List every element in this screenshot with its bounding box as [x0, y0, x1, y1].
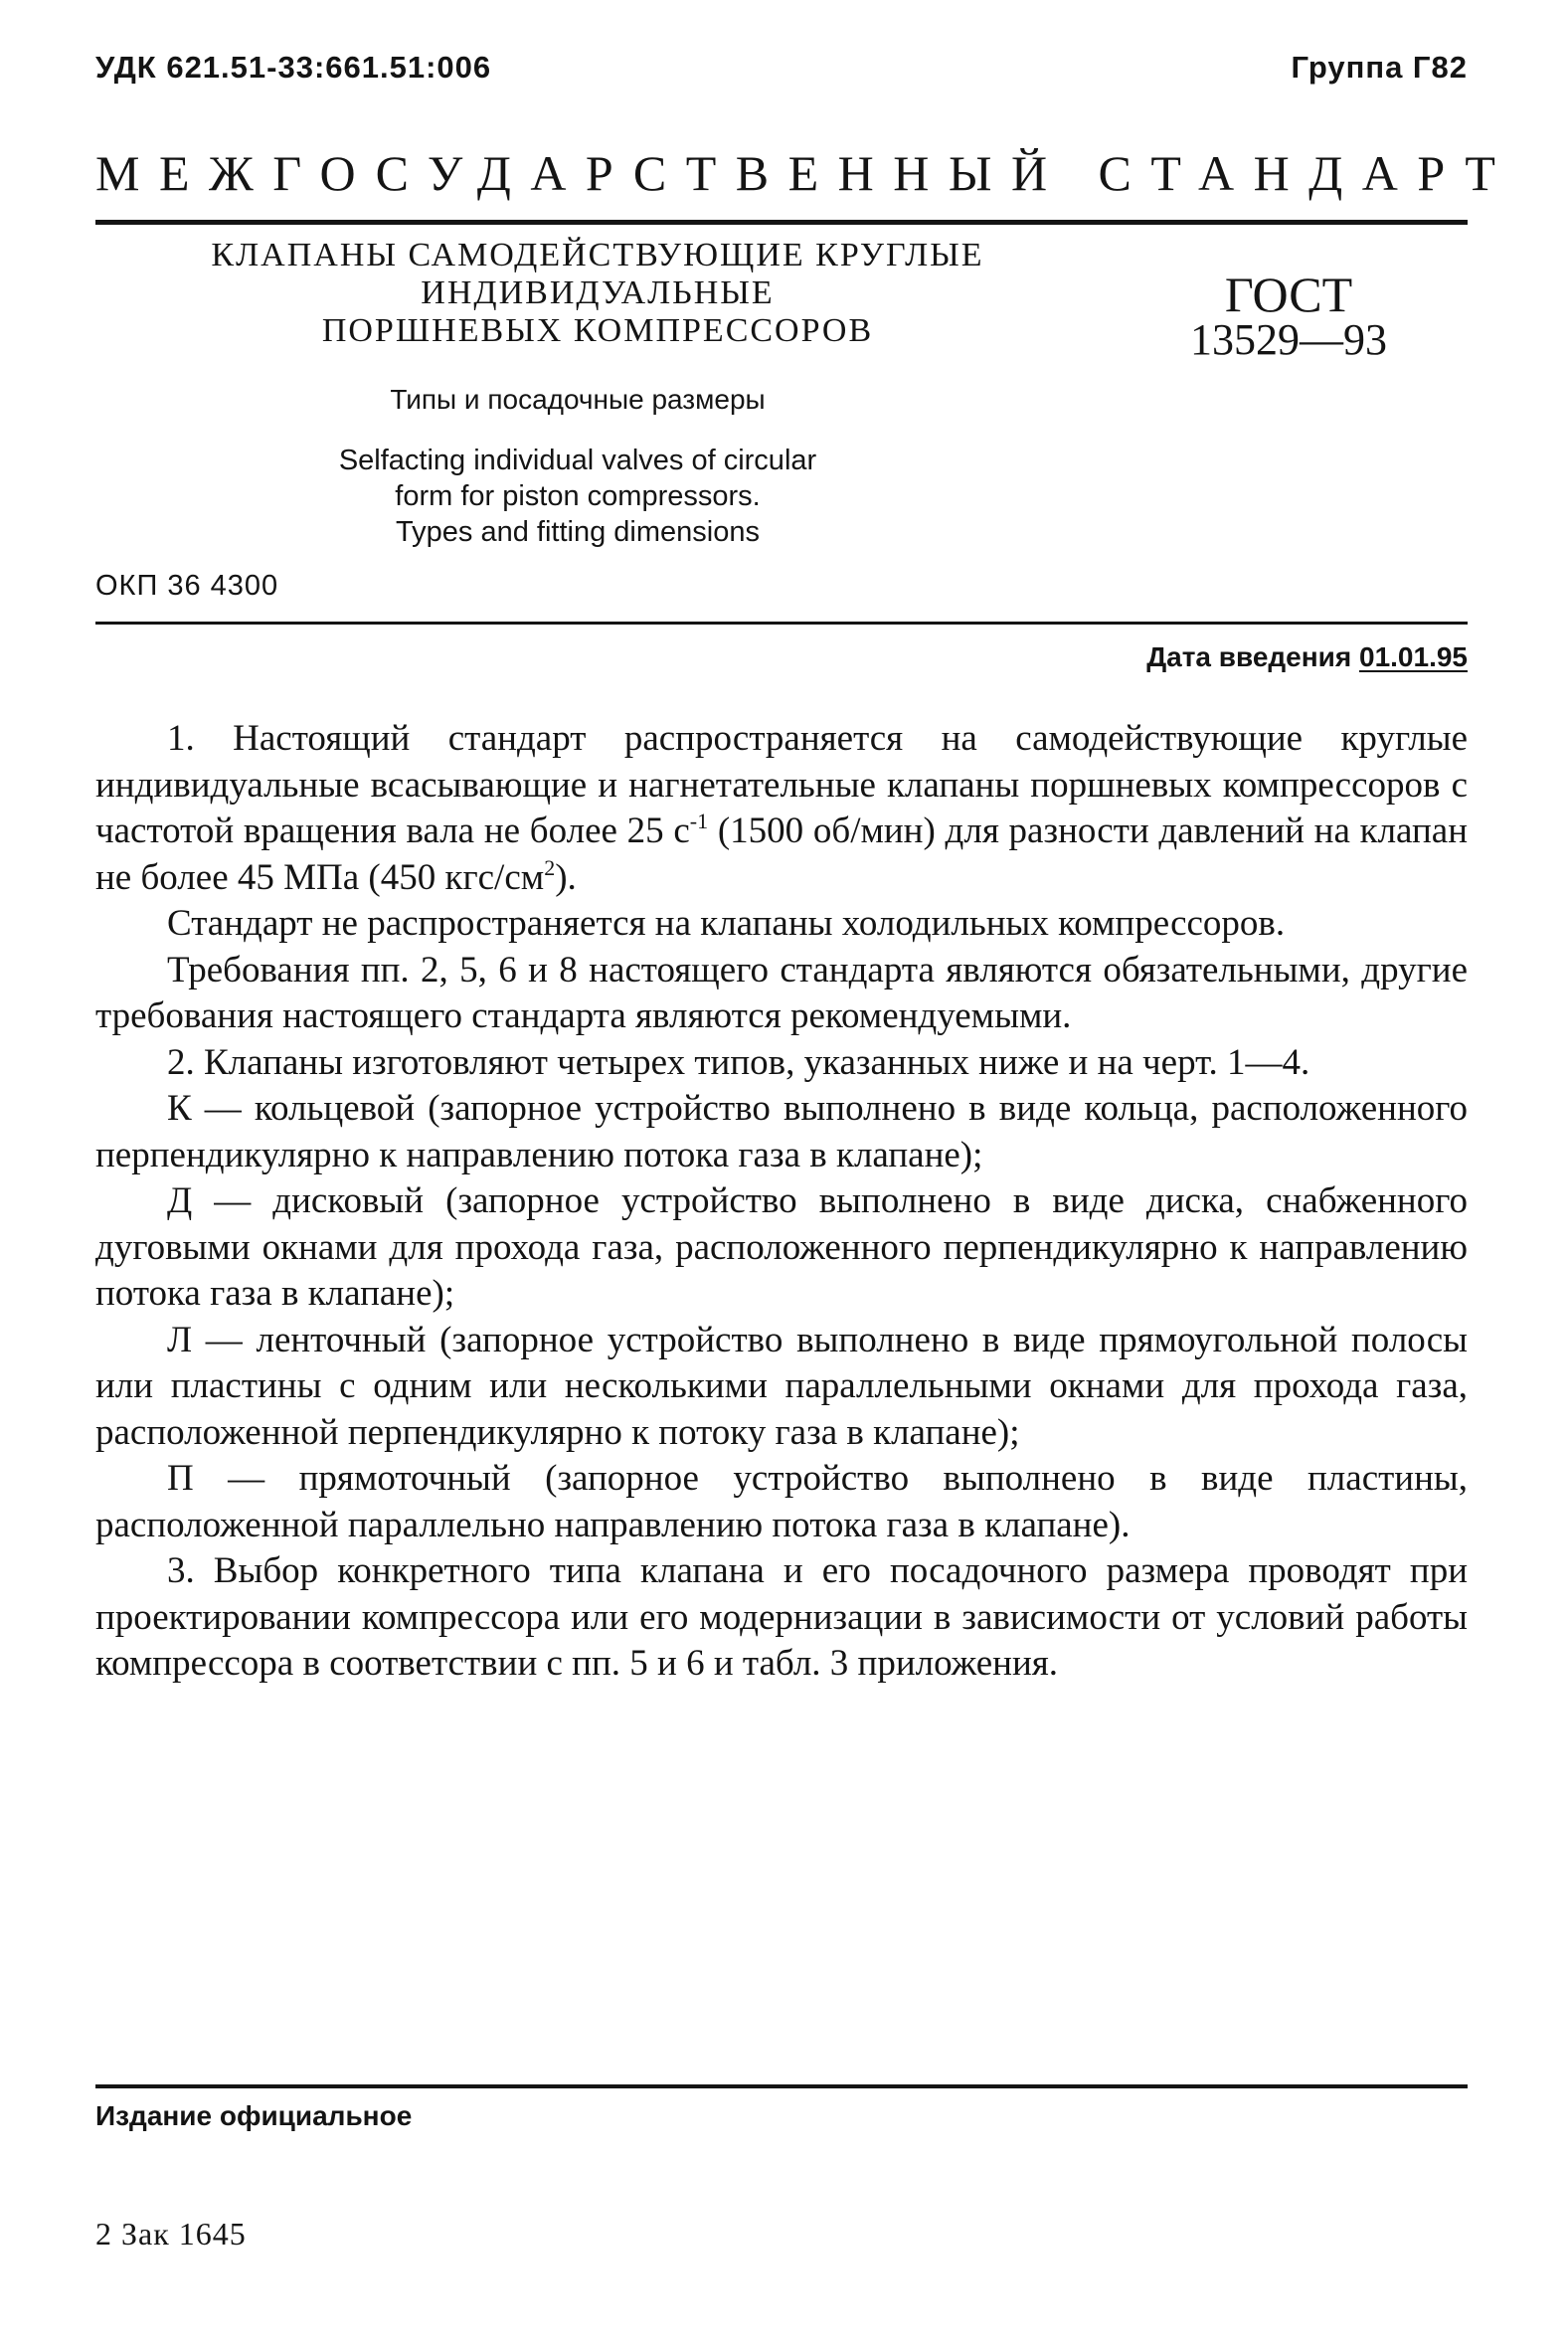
subtitle-en-line-2: form for piston compressors.: [395, 480, 761, 512]
paragraph-6: Д — дисковый (запорное устройство выполнено в виде диска, снабженного дуговыми окнами для прохода газа, расположенного перпендикулярно к направлению потока газа в клапане);: [95, 1180, 1468, 1314]
group-code: Группа Г82: [1291, 50, 1468, 85]
title-divider: [95, 622, 1468, 625]
subtitle-en-line-3: Types and fitting dimensions: [396, 516, 760, 548]
superscript-minus-one: -1: [689, 809, 709, 833]
paragraph-7: Л — ленточный (запорное устройство выполнено в виде прямоугольной полосы или пластины с одним или несколькими параллельными окнами для прохода газа, расположенной перпендикулярно к потоку газа в клапане);: [95, 1319, 1468, 1453]
okp-code: ОКП 36 4300: [95, 570, 279, 602]
subtitle-en-line-1: Selfacting individual valves of circular: [338, 445, 817, 476]
order-number: 2 Зак 1645: [95, 2216, 247, 2252]
paragraph-9: 3. Выбор конкретного типа клапана и его посадочного размера проводят при проектировании компрессора или его модернизации в зависимости от условий работы компрессора в соответствии с пп. 5 и 6 и табл. 3 приложения.: [95, 1550, 1468, 1684]
udk-code: УДК 621.51-33:661.51:006: [95, 50, 492, 85]
title-line-3: ПОРШНЕВЫХ КОМПРЕССОРОВ: [321, 312, 874, 349]
paragraph-1-part-b: (1500 об/мин) для разности давлений на клапан не более 45 МПа (450 кгс/см: [95, 811, 1468, 898]
title-line-2: ИНДИВИДУАЛЬНЫЕ: [421, 274, 775, 311]
paragraph-3: Требования пп. 2, 5, 6 и 8 настоящего стандарта являются обязательными, другие требования настоящего стандарта являются рекомендуемыми.: [95, 949, 1468, 1036]
subtitle-russian: Типы и посадочные размеры: [390, 384, 766, 415]
body-text: [95, 716, 1468, 1688]
title-line-1: КЛАПАНЫ САМОДЕЙСТВУЮЩИЕ КРУГЛЫЕ: [211, 237, 984, 273]
introduction-date-value: 01.01.95: [1359, 641, 1468, 672]
paragraph-2: Стандарт не распространяется на клапаны холодильных компрессоров.: [167, 903, 1286, 944]
paragraph-5: К — кольцевой (запорное устройство выполнено в виде кольца, расположенного перпендикулярно к направлению потока газа в клапане);: [95, 1088, 1468, 1175]
header-divider: [95, 220, 1468, 225]
paragraph-1-part-c: ).: [555, 856, 577, 898]
edition-label: Издание официальное: [95, 2100, 413, 2131]
footer-divider: [95, 2084, 1468, 2088]
paragraph-1: [95, 716, 1468, 901]
document-page: [95, 0, 1515, 2342]
gost-label: ГОСТ: [1224, 267, 1353, 322]
subtitle-english: [274, 443, 881, 550]
paragraph-8: П — прямоточный (запорное устройство выполнено в виде пластины, расположенной параллельно направлению потока газа в клапане).: [95, 1458, 1468, 1545]
introduction-date-label: Дата введения: [1146, 641, 1352, 672]
gost-number: 13529—93: [1190, 315, 1387, 364]
introduction-date: [1146, 641, 1468, 673]
paragraph-1-part-a: 1. Настоящий стандарт распространяется на самодействующие круглые индивидуальные всасывающие и нагнетательные клапаны поршневых компрессоров с частотой вращения вала не более 25 с: [95, 718, 1468, 851]
paragraph-4: 2. Клапаны изготовляют четырех типов, указанных ниже и на черт. 1—4.: [167, 1041, 1310, 1083]
document-title: [205, 237, 990, 350]
standard-type-heading: МЕЖГОСУДАРСТВЕННЫЙ СТАНДАРТ: [95, 145, 1515, 201]
superscript-two: 2: [544, 854, 556, 880]
